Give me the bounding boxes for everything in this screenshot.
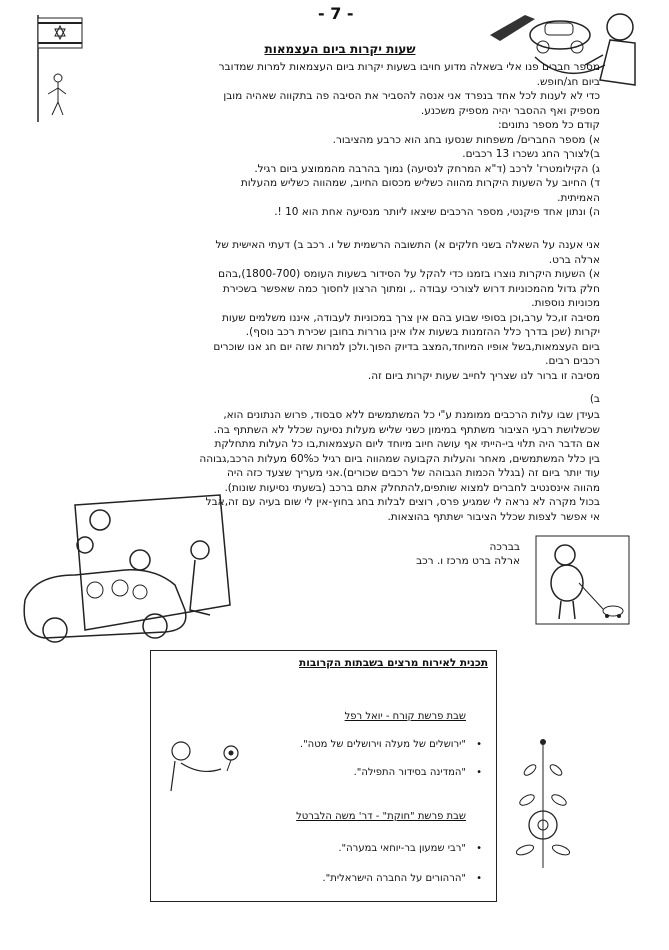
intro-line: ביום חג/חופש. xyxy=(536,75,600,88)
intro-line: כדי לא לענות לכל אחד בנפרד אני אנסה להסביר את הסיבה פה בתקווה שאהיה מובן xyxy=(223,90,600,102)
page-number: - 7 - xyxy=(318,4,354,23)
signature-name: ארלה ברט מרכז ו. רכב xyxy=(416,555,520,567)
bullet-icon: • xyxy=(476,767,482,778)
intro-line: ד) החיוב על השעות היקרות מהווה כשליש מכסום החיוב, שמהווה כשליש מהעלות xyxy=(240,177,600,189)
intro-line: ג) הקילומטרז' לרכב (ד"א המרחק לנסיעה) נמוך בהרבה מהממוצע ביום רגיל. xyxy=(254,162,600,175)
intro-paragraph xyxy=(40,60,600,220)
answer-a-line: א) השעות היקרות נוצרו בזמנו כדי להקל על הסידור בשעות העומס (1800-700),בהם xyxy=(218,268,600,280)
lecture-item: "ירושלים של מעלה וירושלים של מטה". xyxy=(299,739,466,750)
answer-b-line: אי אפשר לצפות שכלל הציבור ישתתף בהוצאות. xyxy=(387,510,600,523)
man-toy-car-illustration xyxy=(535,535,630,625)
answer-a-line: מכוניות נוספות. xyxy=(531,297,600,309)
section-heading: שבת פרשת קורח - יואל רפל xyxy=(344,711,466,722)
intro-line: א) מספר החברים/ משפחות שנסעו בחג הוא כרבע מהציבור. xyxy=(332,133,600,146)
answer-b-line: בעידן שבו עלות הרכבים ממומנת ע"י כל המשתמשים ללא סבסוד, פרוש הנתונים הוא, xyxy=(223,409,600,421)
answer-a-paragraph xyxy=(40,238,600,383)
lecture-item: "הרהורים על החברה הישראלית". xyxy=(322,873,466,884)
answer-a-line: מסיבה זו ברור לנו שצריך לחייב שעות יקרות ביום זה. xyxy=(367,369,600,382)
answer-a-line: יקרות (שכן בדרך כלל ההזמנות בשעות אלו אינן גוררות בחובן שכירת רכב נוסף). xyxy=(245,326,600,338)
box-title: תכנית לאירוח מרצים בשבתות הקרובות xyxy=(299,657,488,669)
signature-block xyxy=(270,540,520,568)
answer-b-label: ב) xyxy=(589,393,600,405)
lecture-item: "רבי שמעון בר-יוחאי במערה". xyxy=(338,843,466,854)
intro-line: מספיק ואף ההסבר יהיה מספיק משכנע. xyxy=(420,104,600,117)
bullet-icon: • xyxy=(476,843,482,854)
speaker-with-flower-illustration xyxy=(161,731,251,796)
bullet-icon: • xyxy=(476,873,482,884)
intro-line: קודם כל מספר נתונים: xyxy=(498,119,600,131)
answer-a-line: רכבים רבים. xyxy=(545,355,600,367)
intro-line: האמיתית. xyxy=(557,191,600,204)
answer-a-line: אני אענה על השאלה בשני חלקים א) התשובה הרשמית של ו. רכב ב) דעתי האישית של xyxy=(215,239,600,251)
signature-closing: בברכה xyxy=(489,541,520,553)
answer-b-line: שכשלושת רבעי הציבור משתתף במימון כשני שליש מעלות נסיעה שכלל לא השתתף בה. xyxy=(213,423,600,436)
answer-b-line: עוד יותר ביום זה (בגלל הכמות הגבוהה של רכבים שכורים).אני מעריך שצעד כזה היה xyxy=(227,467,600,479)
answer-a-line: ארלה ברט. xyxy=(548,253,600,266)
answer-b-line: בין כלל המשתמשים, מאחר והעלות הקבועה שמהווה ביום רגיל כ60% מעלות הרכב,גבוהה xyxy=(199,452,600,465)
intro-line: ה) ונתון אחד פיקנטי, מספר הרכבים שיצאו ליותר מנסיעה אחת הוא 10 !. xyxy=(274,206,600,218)
answer-b-line: מהווה אינסנטיב לחברים למצוא שותפים,להתחלק אתם ברכב (בשעתי נסיעות שונות). xyxy=(224,481,600,494)
family-car-illustration xyxy=(15,490,240,645)
answer-b-line: אם הדבר היה תלוי בי-הייתי אף עושה חיוב מיוחד ליום העצמאות,בו כל העלות מתחלקת xyxy=(214,438,600,450)
bullet-icon: • xyxy=(476,739,482,750)
floral-decoration xyxy=(505,730,580,870)
answer-a-line: ביום העצמאות,בשל אופיו המיוחד,המצב בדיוק הפוך.ולכן למרות שזה יום חג אנו שוכרים xyxy=(213,340,600,353)
answer-a-line: מסיבה זו,כל ערב,וכן בסופי שבוע בהם אין צרך במכוניות לעבודה, איננו משלמים שעות xyxy=(221,311,600,324)
answer-a-line: חלק גדול מהמכוניות דרוש לצורכי עבודה ., ומתוך הרצון לחסוך כמה שאפשר בשכירת xyxy=(222,282,600,295)
intro-line: מספר חברים פנו אלי בשאלה מדוע חויבו בשעות יקרות ביום העצמאות למרות שמדובר xyxy=(218,61,600,73)
intro-line: ב)לצורך החג נשכרו 13 רכבים. xyxy=(462,148,600,160)
section-heading: שבת פרשת "חוקת" - דר' משה הלברטל xyxy=(296,811,466,822)
article-title: שעות יקרות ביום העצמאות xyxy=(264,42,416,56)
answer-b-line: בכול מקרה לא נראה לי שמגיע פרס, רוצים לבלות בחג בחוץ-אין לי שום בעיה עם זה,אבל xyxy=(205,496,600,508)
lecture-schedule-box xyxy=(150,650,497,902)
lecture-item: "המדינה בסידור התפילה". xyxy=(353,767,466,778)
